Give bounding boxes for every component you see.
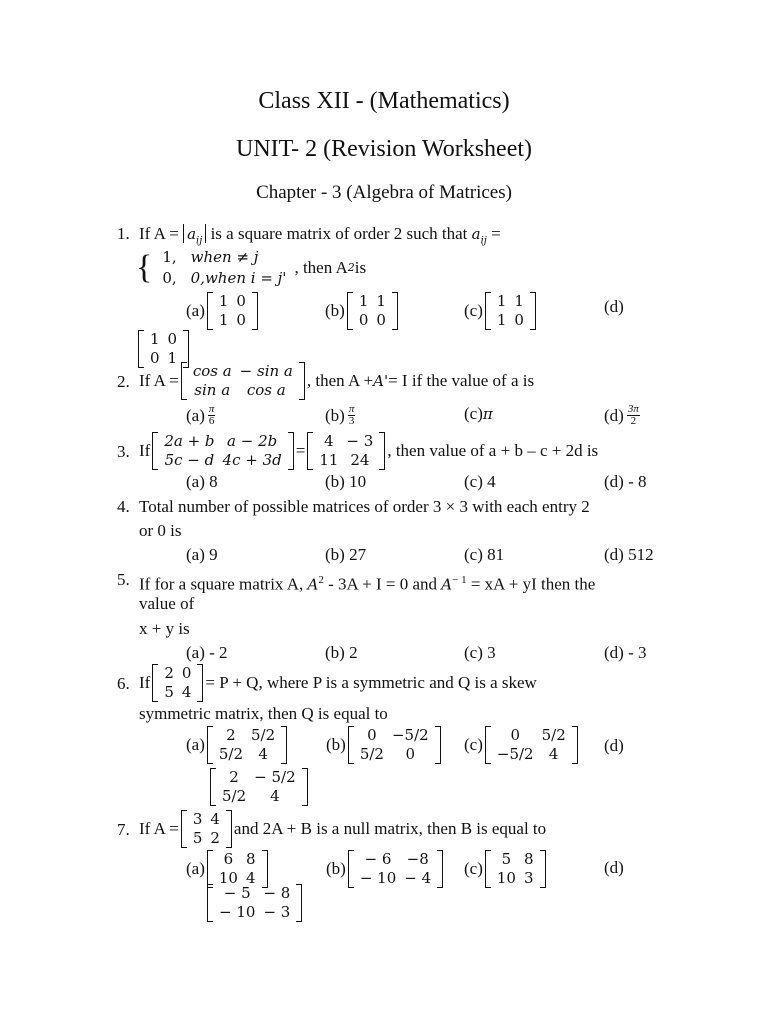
matrix-cell: 6 [223,850,234,868]
matrix-cell: 2 [210,829,220,847]
matrix-cell: cos a [192,362,232,380]
option-a: (a) $\frac{\pi}{6}$ [186,403,215,427]
matrix-cell: 5 [164,683,174,701]
question-text-line-1: Total number of possible matrices of order 3 × 3 with each entry 2 [139,497,590,516]
question-text: If A = cos a − sin a sin a cos a , then A + A' = I if the value of a is [139,362,535,399]
matrix-cell: − 8 [263,884,291,902]
right-bracket [379,432,385,470]
option-b: (b) 1 1 0 0 [325,292,400,330]
matrix-cell: 5/2 [218,745,244,763]
left-bracket [485,292,491,330]
option-a: (a) 9 [186,545,218,564]
option-a: (a) 6 8 10 4 [186,850,270,888]
right-bracket [262,850,268,888]
matrix-cell: 0 [405,745,416,763]
matrix-cell: 5/2 [541,726,566,744]
matrix-cell: a − 2b [227,432,278,450]
matrix-cell: 2 [226,726,236,744]
matrix [485,850,546,888]
matrix-cell: 0 [510,726,520,744]
matrix-cell: − 10 [219,903,256,921]
matrix-cell: 5/2 [251,726,276,744]
piecewise-definition: { 1, when ≠ j 0, 0,when i = j' , then A 2 is [136,248,367,287]
chapter-heading: Chapter - 3 (Algebra of Matrices) [256,182,512,203]
left-bracket [152,432,158,470]
matrix-cell: −5/2 [496,745,534,763]
matrix-cell: 0 [236,292,246,310]
matrix-cell: 2a + b [164,432,215,450]
matrix-cell: 1 [496,311,507,329]
option-c: (c) 81 [464,545,505,564]
left-bracket [210,768,216,806]
matrix-cell: 5/2 [222,787,247,805]
right-bracket [392,292,398,330]
matrix-cell: 0 [376,311,386,329]
matrix [348,726,441,764]
question-text: If $A = a_{ij}$ is a square matrix of order 2 such that $a_{ij}$ = [139,224,501,247]
matrix [347,292,398,330]
right-bracket [296,884,302,922]
matrix-cell: 4 [548,745,559,763]
left-bracket [207,292,213,330]
question-text-line-2: or 0 is [139,521,182,540]
right-bracket [435,726,441,764]
question-number: 6. [117,674,130,693]
matrix-cell: 2 [229,768,239,786]
matrix-cell: − 3 [263,903,291,921]
left-bracket [348,850,354,888]
matrix [152,664,203,702]
matrix-cell: − 4 [404,869,432,887]
matrix-cell: − 5/2 [254,768,296,786]
option-a: (a) - 2 [186,643,228,662]
left-bracket [207,850,213,888]
matrix [348,850,443,888]
matrix-cell: 0 [181,664,192,682]
question-number: 3. [117,442,130,461]
matrix [207,850,268,888]
question-text-line-1: If for a square matrix A, $A^2 - 3A + I = 0$ and $A^{- 1}$ = xA + yI then the [139,574,596,594]
right-bracket [302,768,308,806]
left-bracket [181,810,187,848]
left-bracket [307,432,313,470]
right-bracket [226,810,232,848]
matrix-cell: 1 [167,349,178,367]
right-bracket [197,664,203,702]
option-d: (d) [604,297,624,316]
option-b: (b) 2 [325,643,358,662]
matrix-cell: − 3 [346,432,374,450]
right-bracket [299,362,305,400]
question-text-line-3: x + y is [139,619,190,638]
left-bracket [207,726,213,764]
matrix [207,884,302,922]
option-c: (c) π [464,404,493,423]
matrix-cell: 0 [367,726,377,744]
matrix-cell: 4 [245,869,256,887]
matrix-cell: 0 [514,311,524,329]
matrix-cell: 4c + 3d [222,451,282,469]
matrix-cell: 1 [376,292,386,310]
matrix-cell: 1 [358,292,369,310]
matrix-cell: 8 [523,850,534,868]
left-bracket [207,884,213,922]
matrix [181,362,305,400]
option-d-matrix [205,884,304,922]
option-c: (c) 3 [464,643,496,662]
matrix-cell: 8 [245,850,256,868]
option-b: (b) 0 −5/2 5/2 0 [326,726,443,764]
left-bracket [348,726,354,764]
matrix-cell: 4 [324,432,334,450]
matrix-cell: 5c − d [164,451,215,469]
right-bracket [540,850,546,888]
option-a: (a) 2 5/2 5/2 4 [186,726,289,764]
option-a: (a) 1 0 1 0 [186,292,260,330]
right-bracket [281,726,287,764]
left-bracket [485,726,491,764]
option-a: (a) 8 [186,472,218,491]
matrix-cell: 4 [210,810,220,828]
left-bracket [485,850,491,888]
question-text-line-2: value of [139,594,195,613]
option-b: (b) 10 [325,472,367,491]
left-bracket [347,292,353,330]
matrix-cell: 1 [218,311,229,329]
option-c: (c) 5 8 10 3 [464,850,548,888]
question-number: 5. [117,570,130,589]
matrix-cell: 10 [218,869,238,887]
left-bracket [152,664,158,702]
matrix-cell: − 6 [364,850,392,868]
question-text-line-1: If 2 0 5 4 = P + Q, where P is a symmetric and Q is a skew [139,664,537,701]
matrix-cell: 11 [319,451,339,469]
class-heading: Class XII - (Mathematics) [258,88,510,114]
right-bracket [288,432,294,470]
matrix [152,432,293,470]
matrix [210,768,308,806]
question-text: If 2a + b a − 2b 5c − d 4c + 3d = 4 − 3 11 24 , then value of a + b – c + 2d is [139,432,599,469]
right-bracket [437,850,443,888]
option-d: (d) 512 [604,545,654,564]
option-b: (b) − 6 −8 − 10 − 4 [326,850,445,888]
question-number: 7. [117,820,130,839]
matrix [207,726,287,764]
matrix-cell: 0 [167,330,178,348]
question-number: 4. [117,497,130,516]
matrix-cell: − 10 [359,869,397,887]
matrix-cell: 1 [150,330,160,348]
matrix-cell: 3 [192,810,203,828]
matrix-cell: 4 [258,745,268,763]
option-d-matrix [208,768,310,806]
question-number: 1. [117,224,130,243]
option-c: (c) 4 [464,472,496,491]
option-d: (d) [604,736,624,755]
option-d: (d) - 8 [604,472,647,491]
matrix-cell: 5/2 [359,745,384,763]
matrix [307,432,385,470]
matrix-cell: −5/2 [391,726,429,744]
matrix-cell: 1 [218,292,229,310]
option-d: (d) [604,858,624,877]
matrix-cell: 0 [236,311,246,329]
matrix-cell: 0 [150,349,160,367]
matrix-cell: 5 [501,850,512,868]
option-b: (b) $\frac{\pi}{3}$ [325,403,355,427]
matrix [207,292,258,330]
matrix-cell: cos a [246,381,286,399]
matrix-cell: 5 [192,829,203,847]
question-text-line-2: symmetric matrix, then Q is equal to [139,704,388,723]
option-d: (d) - 3 [604,643,647,662]
matrix [485,726,578,764]
option-c: (c) 1 1 1 0 [464,292,538,330]
option-d: (d) $\frac{3\pi}{2}$ [604,403,639,427]
matrix-cell: 4 [270,787,280,805]
matrix-cell: 1 [496,292,507,310]
right-bracket [252,292,258,330]
matrix-cell: 3 [523,869,534,887]
matrix-cell: 4 [181,683,192,701]
matrix-cell: − sin a [239,362,293,380]
option-c: (c) 0 5/2 −5/2 4 [464,726,580,764]
matrix-cell: − 5 [223,884,251,902]
unit-heading: UNIT- 2 (Revision Worksheet) [235,136,533,162]
matrix-cell: 10 [496,869,516,887]
option-b: (b) 27 [325,545,367,564]
right-bracket [572,726,578,764]
matrix [485,292,536,330]
matrix-cell: 1 [514,292,524,310]
left-bracket [181,362,187,400]
question-text: If A = 3 4 5 2 and 2A + B is a null matrix, then B is equal to [139,810,547,847]
matrix-cell: sin a [194,381,231,399]
matrix-cell: 2 [164,664,174,682]
matrix-cell: −8 [406,850,429,868]
matrix-cell: 24 [350,451,370,469]
matrix [181,810,232,848]
right-bracket [530,292,536,330]
matrix-cell: 0 [358,311,369,329]
question-number: 2. [117,372,130,391]
